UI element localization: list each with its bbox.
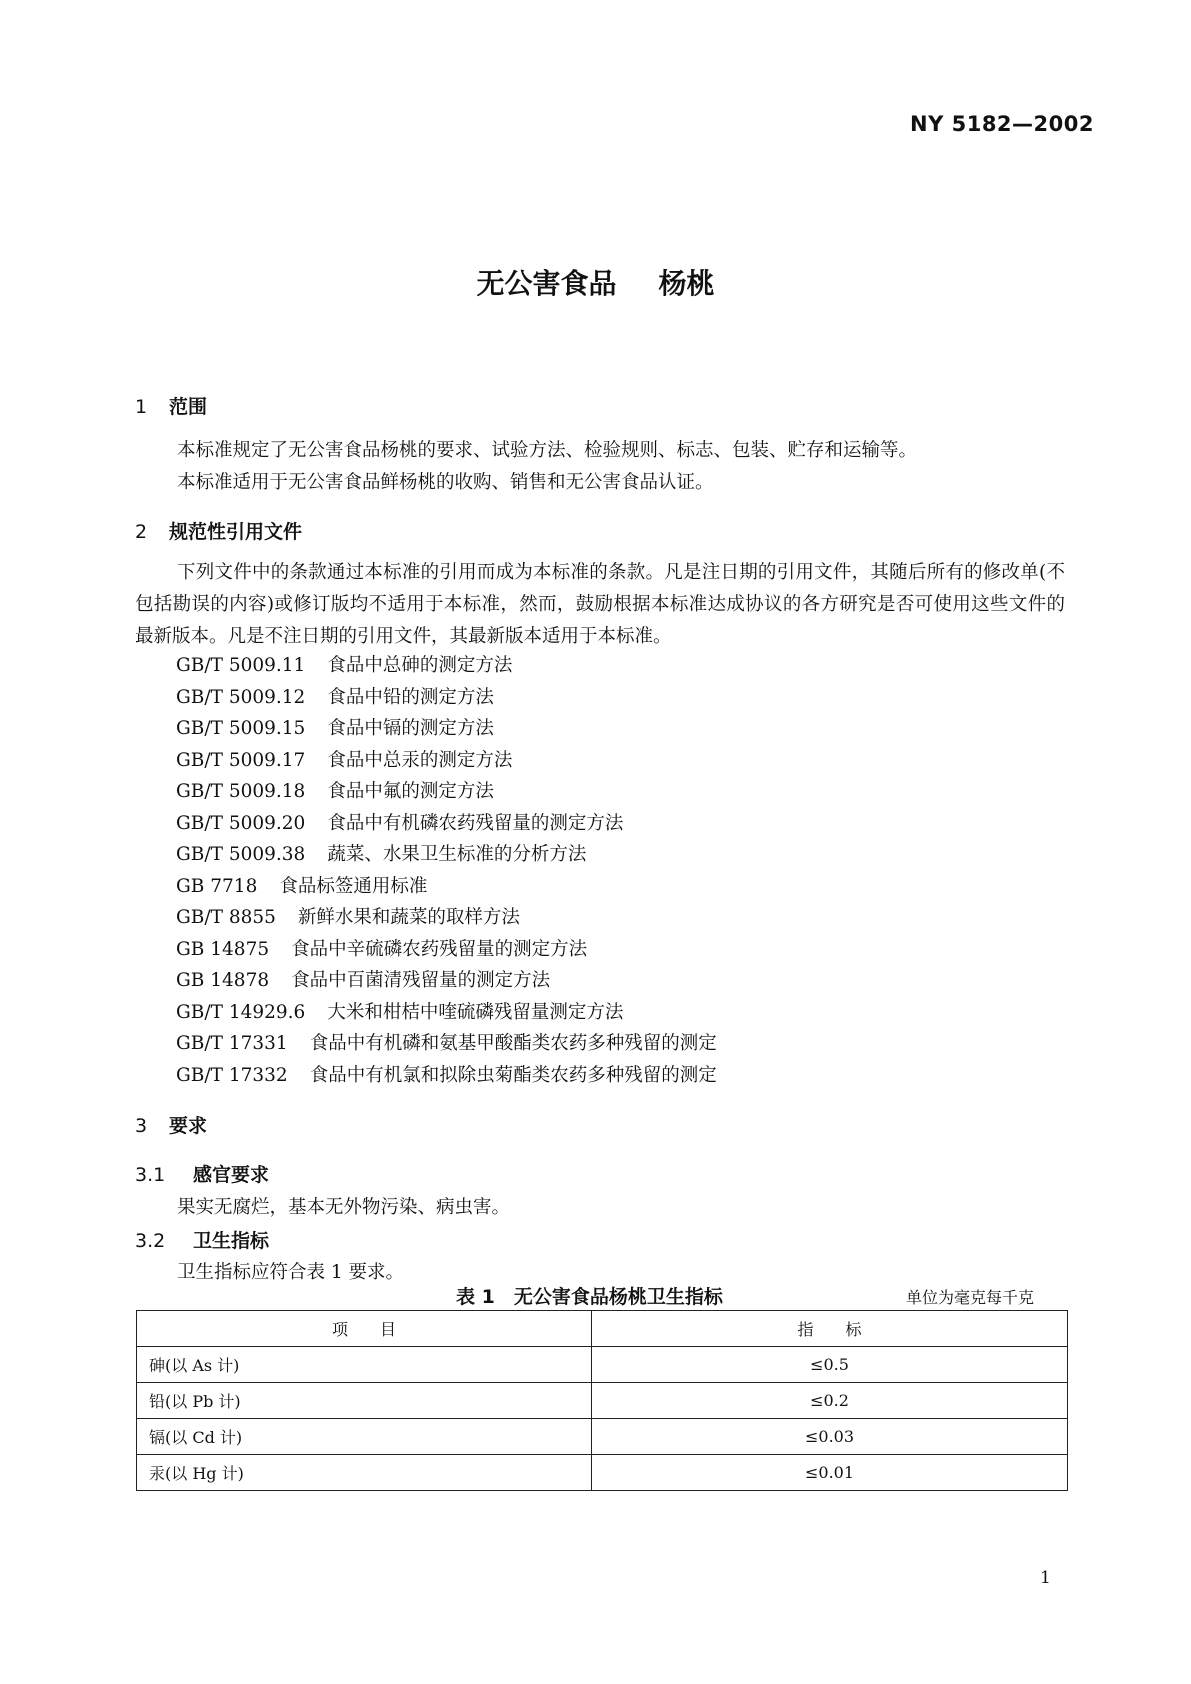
hygiene-index-table [136, 1310, 1068, 1491]
section-3-2-heading: 3.2 卫生指标 [135, 1230, 270, 1252]
section-2-intro-paragraph: 下列文件中的条款通过本标准的引用而成为本标准的条款。凡是注日期的引用文件，其随后所有的修改单(不包括勘误的内容)或修订版均不适用于本标准，然而，鼓励根据本标准达成协议的各方研究是否可使用这些文件的最新版本。凡是不注日期的引用文件，其最新版本适用于本标准。 [135, 562, 1065, 647]
reference-item: GB/T 14929.6 大米和柑桔中喹硫磷残留量测定方法 [176, 1001, 624, 1023]
table-row [137, 1347, 1068, 1383]
title-part-2: 杨桃 [658, 267, 715, 300]
table-row [137, 1419, 1068, 1455]
reference-item: GB/T 5009.20 食品中有机磷农药残留量的测定方法 [176, 812, 624, 834]
column-header-value: 指 标 [592, 1311, 1068, 1347]
normative-reference-list [176, 650, 717, 1091]
reference-item: GB/T 5009.18 食品中氟的测定方法 [176, 781, 494, 802]
section-3-1-heading: 3.1 感官要求 [135, 1164, 270, 1186]
table-row [137, 1455, 1068, 1491]
section-1-para-1: 本标准规定了无公害食品杨桃的要求、试验方法、检验规则、标志、包装、贮存和运输等。 [177, 440, 918, 461]
table-cell-value: ≤0.5 [592, 1347, 1068, 1383]
reference-item: GB/T 5009.12 食品中铅的测定方法 [176, 686, 494, 708]
table-cell-item: 镉(以 Cd 计) [137, 1419, 592, 1455]
reference-item: GB 7718 食品标签通用标准 [176, 875, 428, 897]
table-title: 表 1 无公害食品杨桃卫生指标 [456, 1286, 723, 1308]
reference-item: GB/T 17332 食品中有机氯和拟除虫菊酯类农药多种残留的测定 [176, 1064, 717, 1086]
table-cell-value: ≤0.03 [592, 1419, 1068, 1455]
reference-item: GB/T 5009.38 蔬菜、水果卫生标准的分析方法 [176, 844, 587, 865]
section-3-2-para: 卫生指标应符合表 1 要求。 [177, 1262, 405, 1283]
reference-item: GB/T 5009.17 食品中总汞的测定方法 [176, 749, 513, 771]
standard-number: NY 5182—2002 [910, 112, 1094, 136]
table-unit: 单位为毫克每千克 [906, 1288, 1035, 1307]
column-header-item: 项 目 [137, 1311, 592, 1347]
table-row [137, 1383, 1068, 1419]
section-1-para-2: 本标准适用于无公害食品鲜杨桃的收购、销售和无公害食品认证。 [177, 472, 714, 493]
reference-item: GB/T 8855 新鲜水果和蔬菜的取样方法 [176, 907, 520, 928]
table-header-row [137, 1311, 1068, 1347]
reference-item: GB/T 5009.11 食品中总砷的测定方法 [176, 655, 513, 676]
document-title [0, 262, 1191, 302]
table-cell-value: ≤0.2 [592, 1383, 1068, 1419]
reference-item: GB 14878 食品中百菌清残留量的测定方法 [176, 970, 551, 991]
section-3-heading: 3 要求 [135, 1115, 208, 1137]
reference-item: GB 14875 食品中辛硫磷农药残留量的测定方法 [176, 938, 588, 960]
section-3-1-para: 果实无腐烂，基本无外物污染、病虫害。 [177, 1197, 511, 1218]
table-cell-value: ≤0.01 [592, 1455, 1068, 1491]
section-1-heading: 1 范围 [135, 396, 208, 418]
section-2-heading: 2 规范性引用文件 [135, 521, 303, 543]
title-part-1: 无公害食品 [476, 267, 617, 300]
table-cell-item: 汞(以 Hg 计) [137, 1455, 592, 1491]
table-cell-item: 铅(以 Pb 计) [137, 1383, 592, 1419]
reference-item: GB/T 5009.15 食品中镉的测定方法 [176, 718, 494, 739]
page-number: 1 [1040, 1568, 1051, 1588]
reference-item: GB/T 17331 食品中有机磷和氨基甲酸酯类农药多种残留的测定 [176, 1033, 717, 1054]
table-cell-item: 砷(以 As 计) [137, 1347, 592, 1383]
